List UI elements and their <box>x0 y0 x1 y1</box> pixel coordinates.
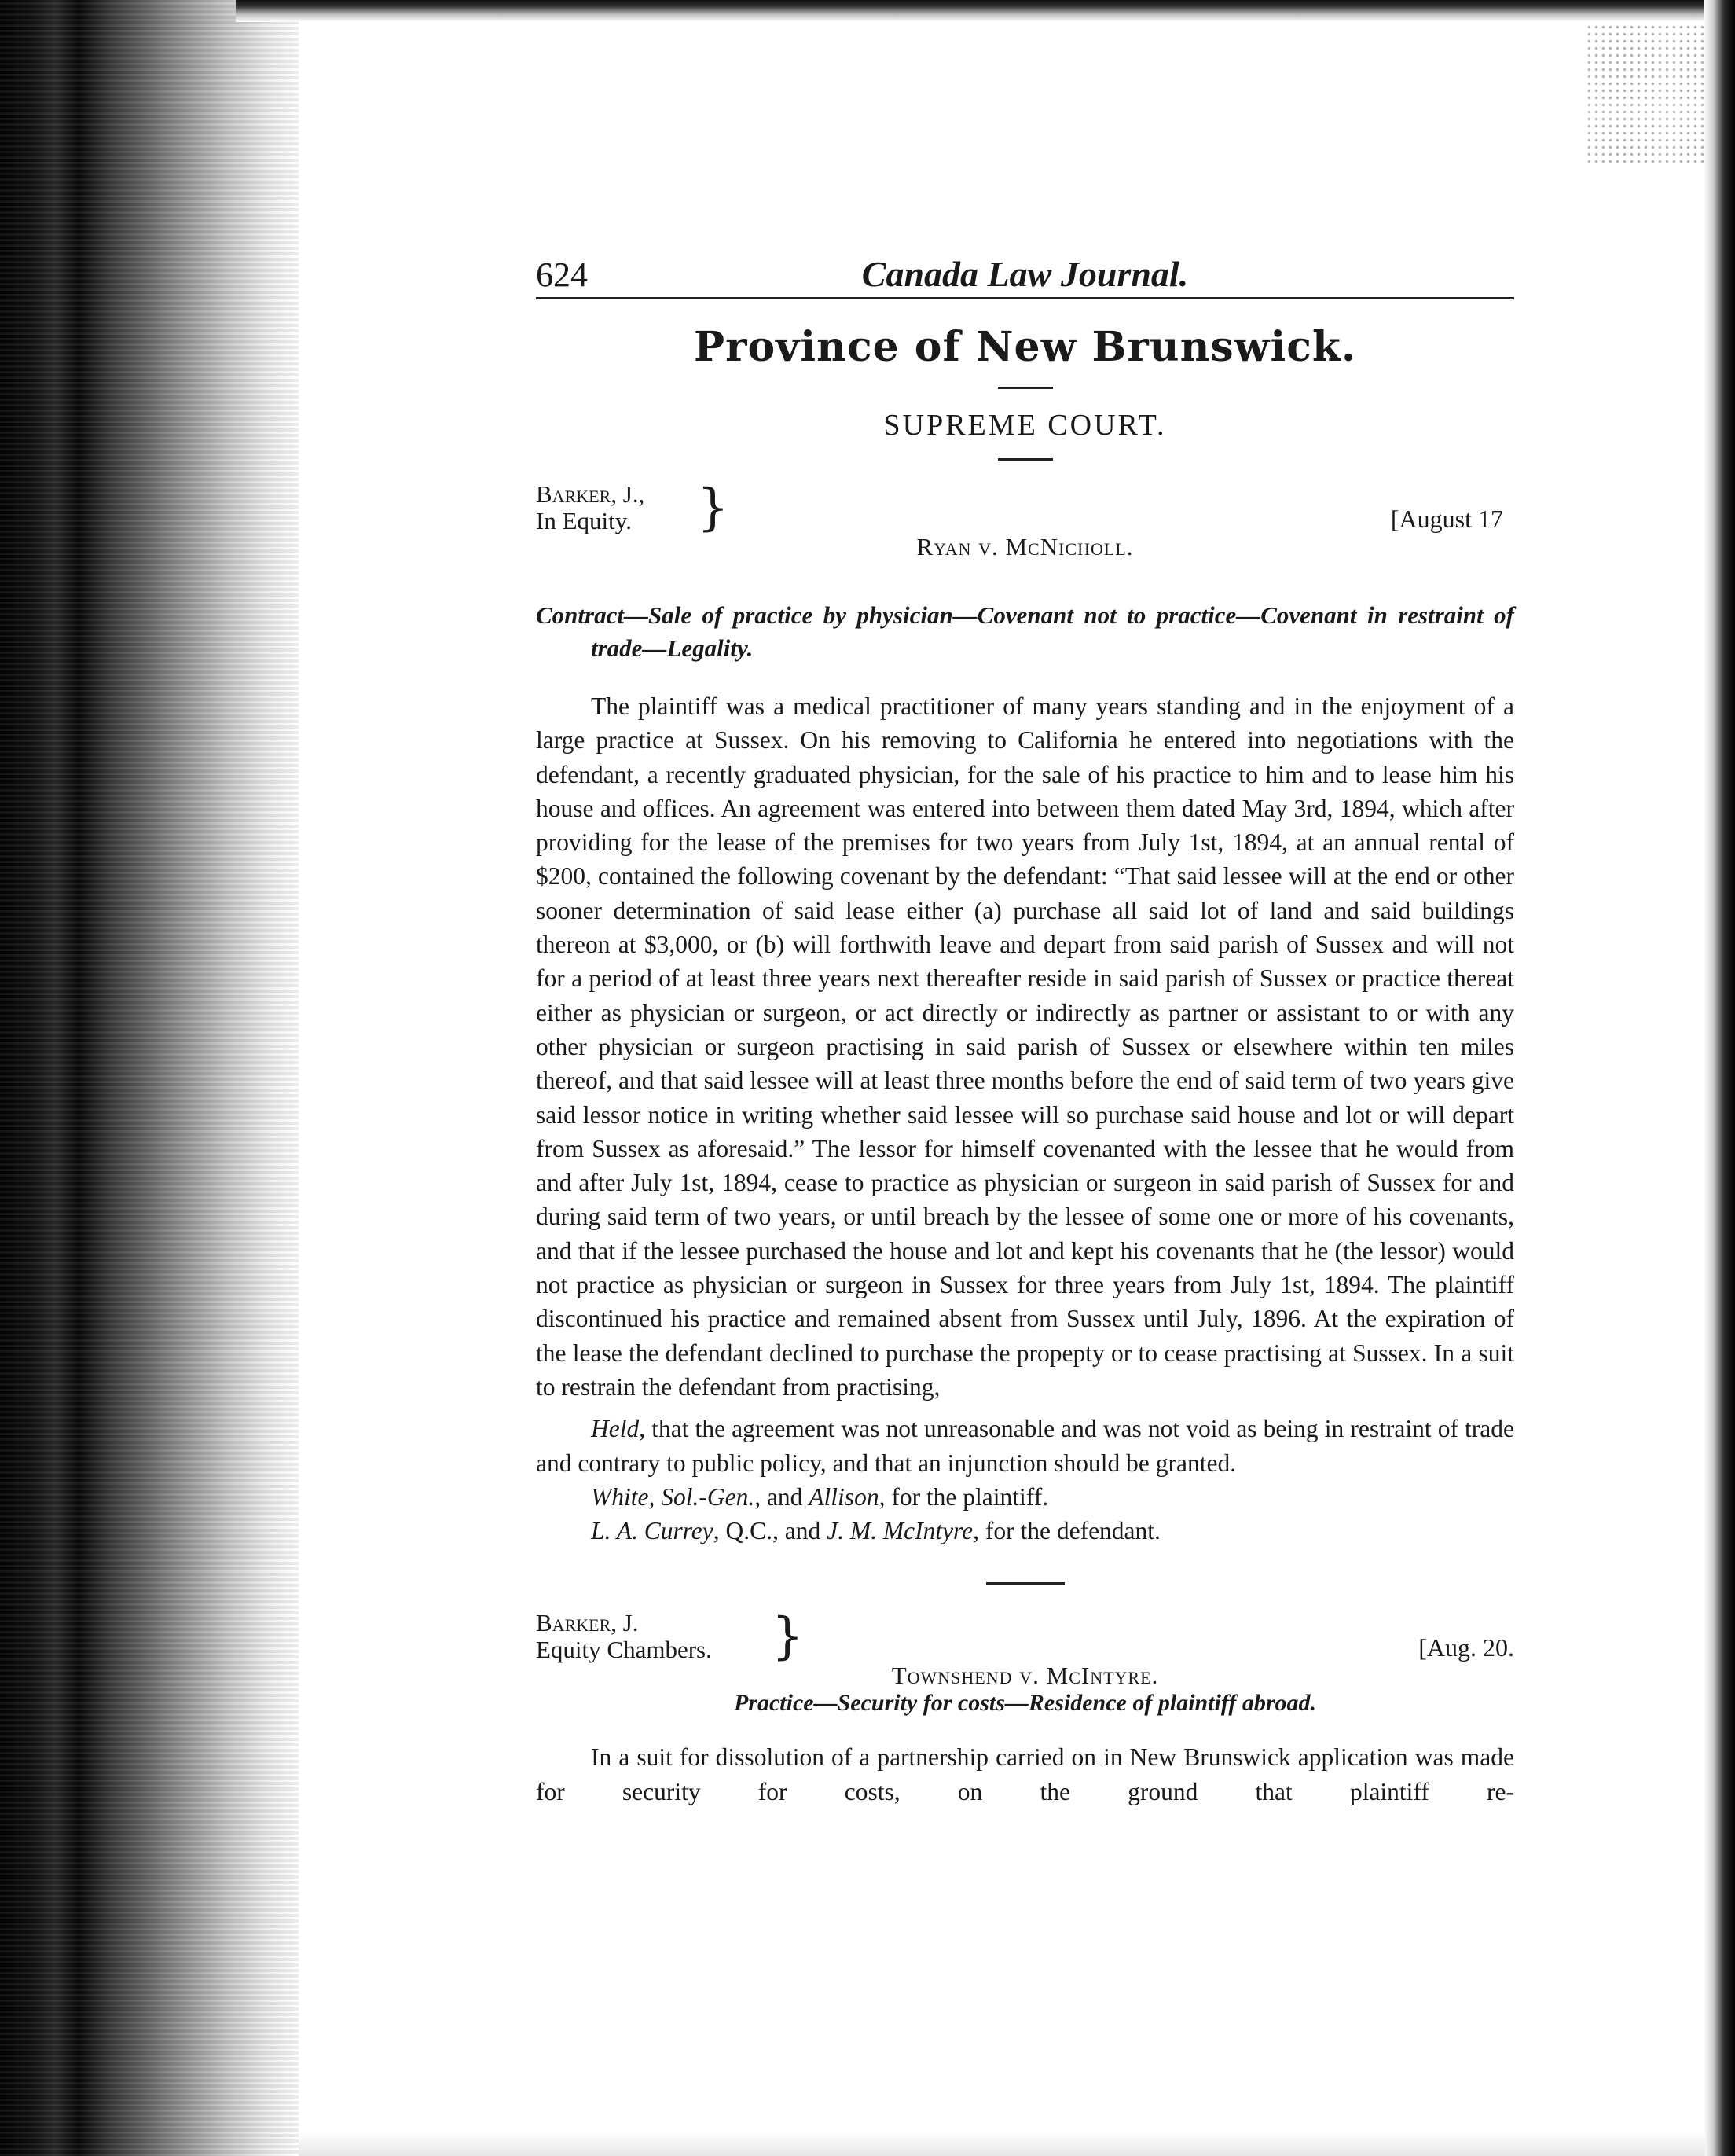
counsel-name: J. M. McIntyre <box>827 1517 974 1545</box>
court-heading: SUPREME COURT. <box>883 409 1167 442</box>
page-number: 624 <box>536 255 588 294</box>
case-2-date: [Aug. 20. <box>1418 1633 1514 1662</box>
counsel-role: , for the defendant. <box>973 1517 1161 1545</box>
journal-page <box>536 252 1514 1809</box>
case-1-held <box>536 1412 1514 1480</box>
case-1-brace: } <box>697 479 729 537</box>
case-separator <box>986 1582 1065 1585</box>
case-1-headnote: Contract—Sale of practice by physician—Covenant not to practice—Covenant in restraint of trade—Legality. <box>536 601 1514 662</box>
case-2-brace: } <box>772 1607 804 1666</box>
counsel-name: Allison <box>809 1482 879 1511</box>
case-2-name: Townshend v. McIntyre. <box>891 1662 1159 1690</box>
case-2-judge <box>536 1610 712 1663</box>
case-2-division: Equity Chambers. <box>536 1636 712 1664</box>
case-1-division: In Equity. <box>536 507 632 534</box>
counsel-role: , for the plaintiff. <box>879 1482 1049 1511</box>
case-1-header <box>536 481 1514 599</box>
scan-top-edge <box>236 0 1729 22</box>
case-1-counsel-defendant <box>536 1514 1514 1548</box>
case-1-counsel-plaintiff <box>536 1480 1514 1514</box>
case-1-date: [August 17 <box>1390 505 1503 533</box>
scan-bottom-edge <box>299 2132 1705 2156</box>
case-1-facts: The plaintiff was a medical practitioner of many years standing and in the enjoyment of a large practice at Sussex. On his removing to California he entered into negotiations with the defendant, a recently graduated physician, for the sale of his practice to him and to lease him his house and offices. An agreement was entered into between them dated May 3rd, 1894, which after providing for the lease of the premises for two years from July 1st, 1894, at an annual rental of $200, contained the following covenant by the defendant: “That said lessee will at the end or other sooner determination of said lease either (a) purchase all said lot of land and said buildings thereon at $3,000, or (b) will forthwith leave and depart from said parish of Sussex and will not for a period of at least three years next thereafter reside in said parish of Sussex or practice thereat either as physician or surgeon, or act directly or indirectly as partner or assistant to or with any other physician or surgeon practising in said parish of Sussex or elsewhere within ten miles thereof, and that said lessee will at least three months before the end of said term of two years give said lessor notice in writing whether said lessee will so purchase said house and lot or will depart from Sussex as aforesaid.” The lessor for himself covenanted with the lessee that he would from and after July 1st, 1894, cease to practice as physician or surgeon in said parish of Sussex for and during said term of two years, or until breach by the lessee of some one or more of his covenants, and that if the lessee purchased the house and lot and kept his covenants that he (the lessor) would not practice as physician or surgeon in Sussex for three years from July 1st, 1894. The plaintiff discontinued his practice and remained absent from Sussex until July, 1896. At the expiration of the lease the defendant declined to purchase the propepty or to cease practising at Sussex. In a suit to restrain the defendant from practising, <box>536 692 1514 1401</box>
held-text: , that the agreement was not unreasonable and was not void as being in restraint of trade and contrary to public policy, and that an injunction should be granted. <box>536 1415 1514 1477</box>
case-2-headnote: Practice—Security for costs—Residence of plaintiff abroad. <box>733 1690 1317 1717</box>
case-1-judge-name: Barker, J., <box>536 480 645 508</box>
held-label: Held <box>591 1415 640 1443</box>
case-2-facts: In a suit for dissolution of a partnership carried on in New Brunswick application was made for security for costs, on the ground that plaintiff re- <box>536 1743 1514 1805</box>
section-title: Province of New Brunswick. <box>694 323 1356 371</box>
counsel-name: L. A. Currey <box>591 1517 713 1545</box>
journal-title: Canada Law Journal. <box>861 254 1189 294</box>
case-1-judge <box>536 481 644 534</box>
counsel-connector: , Q.C., and <box>713 1517 827 1545</box>
scan-corner-speckle <box>1586 24 1704 165</box>
counsel-connector: , and <box>754 1482 809 1511</box>
scan-left-noise <box>0 0 299 2156</box>
court-rule <box>998 458 1053 461</box>
counsel-name: White, Sol.-Gen. <box>591 1482 755 1511</box>
case-2-header <box>536 1592 1514 1690</box>
case-1-name: Ryan v. McNicholl. <box>916 533 1134 560</box>
title-rule <box>998 387 1053 389</box>
scan-right-edge <box>1704 0 1735 2156</box>
case-2-judge-name: Barker, J. <box>536 1609 639 1637</box>
running-head <box>536 252 1514 299</box>
